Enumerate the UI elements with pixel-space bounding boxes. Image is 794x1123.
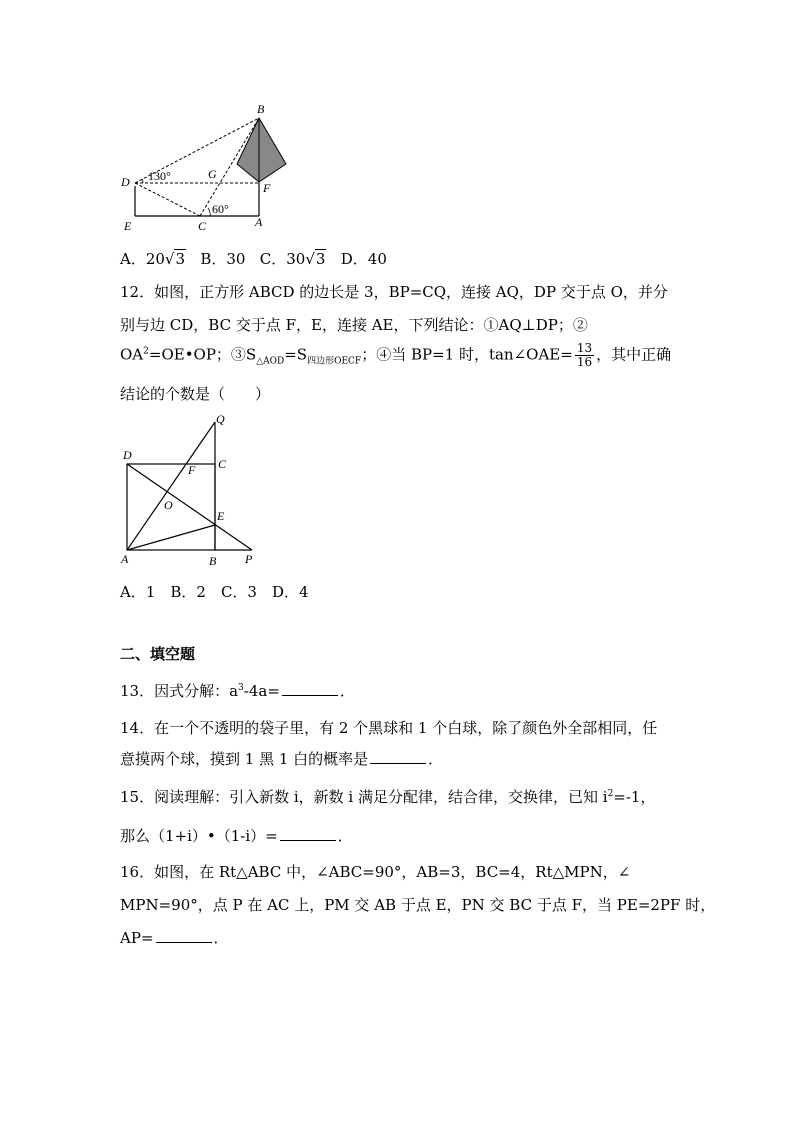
label-A: A — [121, 552, 129, 566]
q16-line1: 16．如图，在 Rt△ABC 中，∠ABC=90°，AB=3，BC=4，Rt△MPN，∠ — [120, 863, 631, 881]
q12-options: A．1 B．2 C．3 D．4 — [120, 583, 309, 601]
q12-line4: 结论的个数是（ ） — [120, 385, 271, 403]
q11-option-c: C．30 — [259, 250, 306, 268]
answer-blank[interactable] — [282, 681, 338, 696]
q11-options — [120, 248, 387, 269]
label-E: E — [124, 219, 132, 232]
angle-60: 60° — [212, 202, 229, 216]
section-title: 二、填空题 — [120, 645, 196, 663]
figure-kite — [112, 100, 302, 232]
shaded-kite — [237, 118, 286, 182]
q12-line3: $OA^2=OE•OP$；$③S_{\triangle AOD}=S_{四边形OECF}$；④当 BP=1 时，tan∠OAE= $\frac{13}{16}$ ，其中正确 — [120, 341, 672, 369]
q12-line2: 别与边 CD，BC 交于点 F，E，连接 AE，下列结论：①AQ⊥DP；② — [120, 316, 588, 334]
q11-option-a: A．20 — [120, 250, 165, 268]
label-C: C — [198, 219, 207, 232]
answer-blank[interactable] — [156, 928, 212, 943]
q16-line3: AP= ． — [120, 929, 229, 947]
q15-line2: 那么（1+i）•（1-i）= ． — [120, 827, 353, 845]
label-D: D — [123, 448, 132, 462]
label-E: E — [217, 509, 225, 523]
sqrt-symbol: √3 — [305, 250, 326, 268]
fraction: $\frac{13}{16}$ — [576, 341, 593, 369]
label-C: C — [218, 457, 227, 471]
answer-blank[interactable] — [370, 749, 426, 764]
label-G: G — [208, 167, 217, 181]
q14-line1: 14．在一个不透明的袋子里，有 2 个黑球和 1 个白球，除了颜色外全部相同，任 — [120, 719, 658, 737]
label-A: A — [255, 215, 263, 229]
q15-line1: 15．阅读理解：引入新数 i，新数 i 满足分配律，结合律，交换律，已知 $i^2=-1$， — [120, 788, 656, 806]
label-Q: Q — [216, 412, 225, 426]
label-F: F — [263, 181, 271, 195]
sqrt-symbol: √3 — [164, 250, 186, 268]
angle-130: 130° — [148, 169, 171, 183]
q13: 13．因式分解：$a^3-4a=$ ． — [120, 682, 355, 700]
figure-square — [112, 410, 262, 572]
q11-option-d: D．40 — [340, 250, 387, 268]
q14-line2: 意摸两个球，摸到 1 黑 1 白的概率是 ． — [120, 750, 444, 768]
label-D: D — [121, 175, 130, 189]
label-B: B — [257, 102, 265, 116]
label-P: P — [245, 552, 253, 566]
answer-blank[interactable] — [280, 826, 336, 841]
q12-line1: 12．如图，正方形 ABCD 的边长是 3，BP=CQ，连接 AQ，DP 交于点 O，并分 — [120, 283, 668, 301]
label-B: B — [209, 554, 217, 568]
label-O: O — [164, 498, 173, 512]
label-F: F — [188, 463, 196, 477]
q16-line2: MPN=90°，点 P 在 AC 上，PM 交 AB 于点 E，PN 交 BC 于点 F，当 PE=2PF 时， — [120, 896, 716, 914]
q11-option-b: B．30 — [200, 250, 246, 268]
